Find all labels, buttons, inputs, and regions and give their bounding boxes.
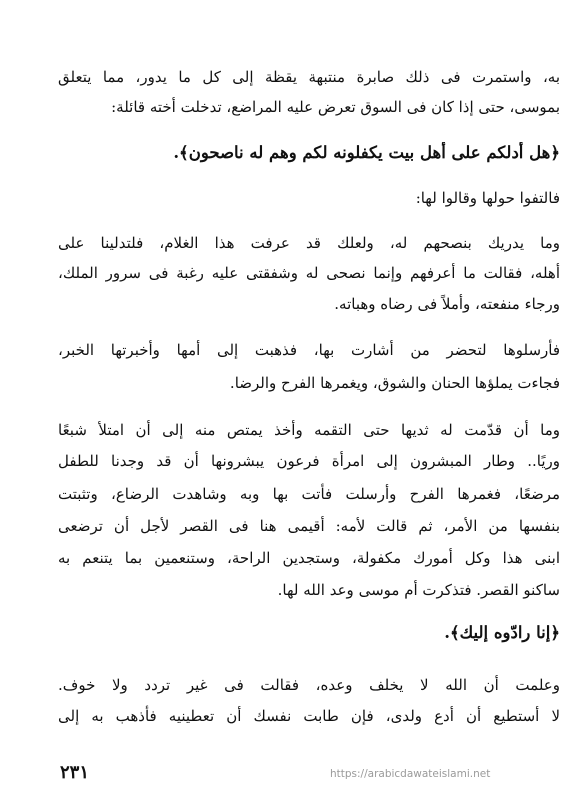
text-line: مرضعًا، فغمرها الفرح وأرسلت فأتت بها وبه وشاهدت الرضاع، وتثبتت (58, 485, 560, 503)
text-line: ساكنو القصر. فتذكرت أم موسى وعد الله لها. (277, 581, 560, 599)
text-line: ابنى هذا وكل أمورك مكفولة، وستجدين الراحة، وستنعمين بما يتنعم به (58, 549, 560, 567)
text-line: لا أستطيع أن أدع ولدى، فإن طابت نفسك أن تعطينيه فأذهب به إلى (58, 707, 560, 725)
text-line: وما أن قدّمت له ثديها حتى التقمه وأخذ يمتص منه إلى أن امتلأ شبعًا (58, 421, 560, 439)
text-line: وريًا.. وطار المبشرون إلى امرأة فرعون يبشرونها أن قد وجدنا للطفل (58, 452, 560, 470)
page-number: ٢٣١ (60, 762, 90, 783)
text-line: فالتفوا حولها وقالوا لها: (415, 189, 560, 207)
text-line: به، واستمرت فى ذلك صابرة منتبهة يقظة إلى كل ما يدور، مما يتعلق (58, 68, 560, 86)
text-line: فأرسلوها لتحضر من أشارت بها، فذهبت إلى أمها وأخبرتها الخبر، (58, 341, 560, 359)
text-line: بموسى، حتى إذا كان فى السوق تعرض عليه المراضع، تدخلت أخته قائلة: (111, 98, 560, 116)
text-line: بنفسها من الأمر، ثم قالت لأمه: أقيمى هنا فى القصر لأجل أن ترضعى (58, 517, 560, 535)
text-line: وما يدريك بنصحهم له، ولعلك قد عرفت هذا الغلام، فلتدلينا على (58, 234, 560, 252)
text-line: أهله، فقالت ما أعرفهم وإنما نصحى له وشفقتى عليه رغبة فى سرور الملك، (58, 264, 560, 282)
watermark-url: https://arabicdawateislami.net (330, 768, 491, 780)
text-line: وعلمت أن الله لا يخلف وعده، فقالت فى غير تردد ولا خوف. (58, 676, 560, 694)
quran-verse: ﴿هل أدلكم على أهل بيت يكفلونه لكم وهم له ناصحون﴾. (173, 143, 560, 162)
quran-verse: ﴿إنا رادّوه إليك﴾. (444, 623, 560, 642)
text-line: فجاءت يملؤها الحنان والشوق، ويغمرها الفرح والرضا. (229, 374, 560, 392)
text-line: ورجاء منفعته، وأملاً فى رضاه وهباته. (334, 295, 560, 313)
